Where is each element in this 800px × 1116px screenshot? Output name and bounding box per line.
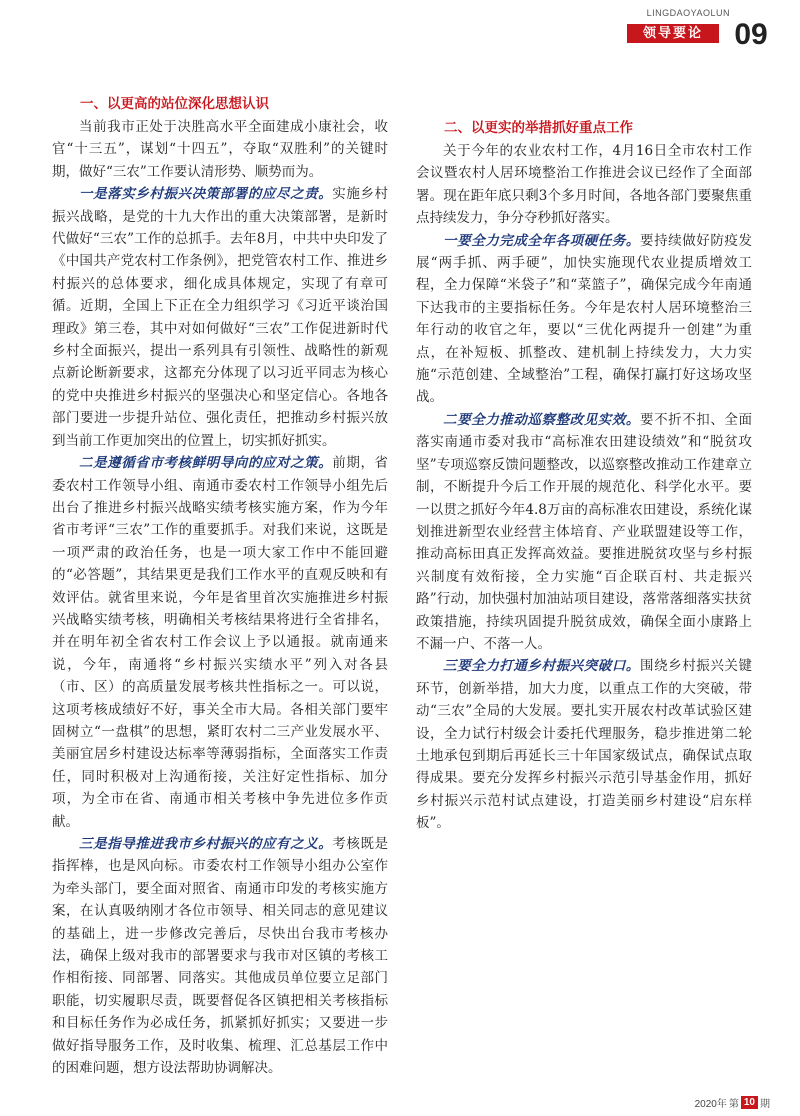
column-name-bar: 领导要论 [627,24,719,43]
paragraph-lead: 二要全力推动巡察整改见实效。 [443,411,640,428]
section-one-title: 一、以更高的站位深化思想认识 [80,96,269,112]
section-two-title: 二、以更实的举措抓好重点工作 [444,120,633,136]
section-two-paragraph-1 [416,230,752,409]
paragraph-lead: 二是遵循省市考核鲜明导向的应对之策。 [79,455,333,472]
paragraph-body: 前期，省委农村工作领导小组、南通市委农村工作领导小组先后出台了推进乡村振兴战略实绩考核实施方案，作为今年省市考评“三农”工作的重要抓手。对我们来说，这既是一项严肃的政治任务，也是一项大家工作中不能回避的“必答题”，其结果更是我们工作水平的直观反映和有效评估。就省里来说，今年是省里首次实施推进乡村振兴战略实绩考核，明确相关考核结果将进行全省排名，并在明年初全省农村工作会议上予以通报。就南通来说，今年，南通将“乡村振兴实绩水平”列入对各县（市、区）的高质量发展考核共性指标之一。可以说，这项考核成绩好不好，事关全市大局。各相关部门要牢固树立“一盘棋”的思想，紧盯农村二三产业发展水平、美丽宜居乡村建设达标率等薄弱指标，全面落实工作责任，同时积极对上沟通衔接，关注好定性指标、加分项，为全市在省、南通市相关考核中争先进位多作贡献。 [52,455,389,830]
paragraph-lead: 三是指导推进我市乡村振兴的应有之义。 [79,836,333,852]
header-pinyin: LINGDAOYAOLUN [646,8,730,18]
paragraph-lead: 一是落实乡村振兴决策部署的应尽之责。 [79,186,333,203]
paragraph-body: 考核既是指挥棒，也是风向标。市委农村工作领导小组办公室作为牵头部门，要全面对照省、南通市印发的考核实施方案，在认真吸纳刚才各位市领导、相关同志的意见建议的基础上，进一步修改完善后，尽快出台我市考核办法，确保上级对我市的部署要求与我市对区镇的考核工作相衔接、同部署、同落实。其他成员单位要立足部门职能，切实履职尽责，既要督促各区镇把相关考核指标和目标任务作为必成任务，抓紧抓好抓实；又要进一步做好指导服务工作，及时收集、梳理、汇总基层工作中的困难问题，想方设法帮助协调解决。 [52,836,389,1077]
paragraph-body: 围绕乡村振兴关键环节，创新举措，加大力度，以重点工作的大突破，带动“三农”全局的大发展。要扎实开展农村改革试验区建设，全力试行村级会计委托代理服务，稳步推进第二轮土地承包到期后再延长三十年国家级试点，确保试点取得成果。要充分发挥乡村振兴示范引导基金作用，抓好乡村振兴示范村试点建设，打造美丽乡村建设“启东样板”。 [416,658,752,832]
paragraph-body: 要持续做好防疫发展“两手抓、两手硬”，加快实施现代农业提质增效工程，全力保障“米袋子”和“菜篮子”，确保完成今年南通下达我市的主要指标任务。今年是农村人居环境整治三年行动的收官之年，要以“三优化两提升一创建”为重点，在补短板、抓整改、建机制上持续发力，大力实施“示范创建、全域整治”工程，确保打赢打好这场攻坚战。 [416,232,752,406]
left-column [52,92,388,1079]
section-two-paragraph-3 [416,655,752,834]
section-one-paragraph-1 [52,183,388,452]
page-number: 09 [734,18,768,51]
section-two-paragraph-2 [416,409,752,655]
section-two-intro: 关于今年的农业农村工作，4月16日全市农村工作会议暨农村人居环境整治工作推进会议已经作了全面部署。现在距年底只剩3个多月时间，各地各部门要聚焦重点持续发力，争分夺秒抓好落实。 [416,143,752,227]
footer-prefix: 第 [728,1099,739,1110]
section-one-paragraph-2 [52,452,388,833]
section-one-intro: 当前我市正处于决胜高水平全面建成小康社会，收官“十三五”，谋划“十四五”，夺取“双胜利”的关键时期，做好“三农”工作要认清形势、顺势而为。 [52,119,388,180]
section-one-paragraph-3 [52,833,388,1079]
issue-footer [695,1095,770,1110]
footer-year: 2020年 [694,1099,727,1110]
paragraph-lead: 三要全力打通乡村振兴突破口。 [443,658,640,675]
paragraph-body: 要不折不扣、全面落实南通市委对我市“高标准农田建设绩效”和“脱贫攻坚”专项巡察反馈问题整改，以巡察整改推动工作建章立制，不断提升今后工作开展的规范化、科学化水平。要一以贯之抓好今年4.8万亩的高标准农田建设，系统化谋划推进新型农业经营主体培育、产业联盟建设等工作，推动高标田真正发挥高效益。要推进脱贫攻坚与乡村振兴制度有效衔接，全力实施“百企联百村、共走振兴路”行动，加快强村加油站项目建设，落常落细落实扶贫政策措施，持续巩固提升脱贫成效，确保全面小康路上不漏一户、不落一人。 [416,411,752,652]
paragraph-lead: 一要全力完成全年各项硬任务。 [443,232,640,249]
footer-suffix: 期 [760,1099,770,1110]
right-column [416,92,752,835]
footer-issue-number: 10 [741,1096,758,1109]
paragraph-body: 实施乡村振兴战略，是党的十九大作出的重大决策部署，是新时代做好“三农”工作的总抓手。去年8月，中共中央印发了《中国共产党农村工作条例》，把党管农村工作、推进乡村振兴的总体要求，细化成具体规定，实现了有章可循。近期，全国上下正在全力组织学习《习近平谈治国理政》第三卷，其中对如何做好“三农”工作促进新时代乡村全面振兴，提出一系列具有引领性、战略性的新观点新论断新要求，这都充分体现了以习近平同志为核心的党中央推进乡村振兴的坚强决心和坚定信心。各地各部门要进一步提升站位、强化责任，把推动乡村振兴放到当前工作更加突出的位置上，切实抓好抓实。 [52,186,389,449]
